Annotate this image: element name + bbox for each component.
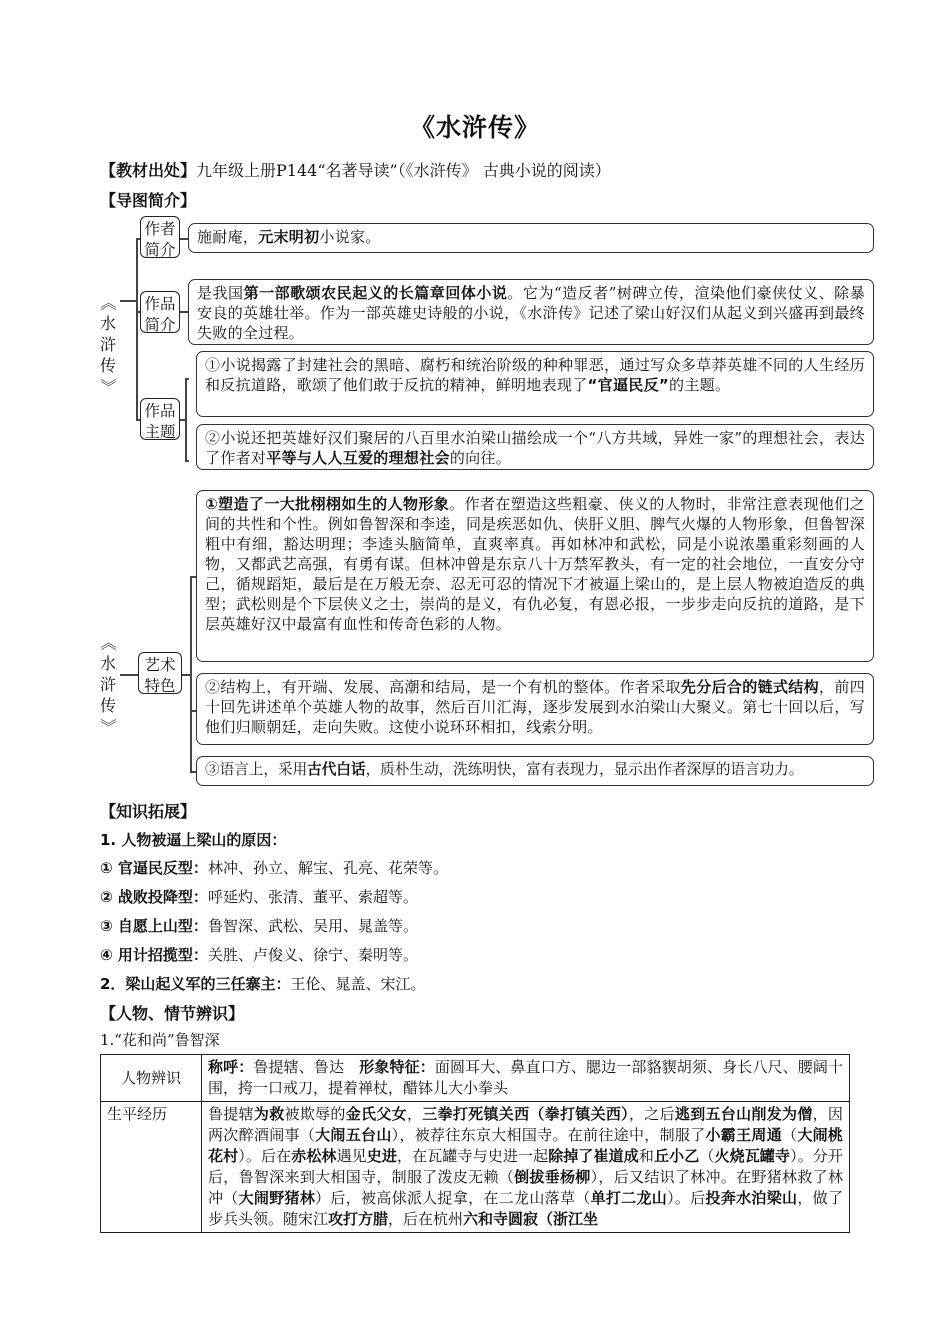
life-highlight: 小霸王周通 xyxy=(705,1126,783,1144)
life-highlight: 金氏父女 xyxy=(345,1105,407,1123)
theme-2-text: ②小说还把英雄好汉们聚居的八百里水泊梁山描绘成一个“八方共域，异姓一家”的理想社会，表达了作者对 xyxy=(205,429,865,467)
root-label-novel xyxy=(97,292,119,397)
theme-content-2 xyxy=(196,424,874,470)
row-content-life xyxy=(202,1102,850,1233)
life-highlight: 投奔水泊梁山 xyxy=(705,1189,798,1207)
art-content-3 xyxy=(196,756,874,786)
item-label: ③ 自愿上山型： xyxy=(100,917,208,935)
life-text: （ xyxy=(782,1126,798,1144)
connector xyxy=(180,311,188,313)
root-label-novel-2 xyxy=(97,632,119,737)
item-text: 关胜、卢俊义、徐宁、秦明等。 xyxy=(207,946,418,964)
connector xyxy=(120,674,138,676)
character-table xyxy=(100,1054,850,1233)
vertical-char: 》 xyxy=(98,378,118,395)
connector xyxy=(136,238,138,419)
vertical-char: 》 xyxy=(98,718,118,735)
art-1-text: 。作者在塑造这些粗豪、侠义的人物时，非常注意表现他们之间的共性和个性。例如鲁智深和李逵，同是疾恶如仇、侠肝义胆、脾气火爆的人物形象，但鲁智深粗中有细，豁达明理；李逵头脑简单，直爽率真。再如林冲和武松，同是小说浓墨重彩刻画的人物，又都武艺高强，有勇有谋。但林冲曾是东京八十万禁军教头，有一定的社会地位，一直安分守己，循规蹈矩，最后是在万般无奈、忍无可忍的情况下才被逼上梁山的，是上层人物被迫造反的典型；武松则是个下层侠义之士，崇尚的是义，有仇必复，有恩必报，一步步走向反抗的道路，是下层英雄好汉中最富有血性和传奇色彩的人物。 xyxy=(205,495,865,633)
item-title: 1.“花和尚”鲁智深 xyxy=(100,1031,220,1049)
vertical-char: 浒 xyxy=(99,675,116,694)
row-content-identify xyxy=(202,1055,850,1102)
question-2-text: 王伦、晁盖、宋江。 xyxy=(290,975,426,993)
author-text-end: 小说家。 xyxy=(319,228,381,246)
life-highlight: 六和寺圆寂（浙江坐 xyxy=(463,1210,599,1228)
vertical-char: 浒 xyxy=(99,335,116,354)
table-row xyxy=(101,1055,850,1102)
theme-1-highlight: “官逼民反” xyxy=(587,376,670,394)
art-3-text: ③语言上，采用 xyxy=(205,761,308,778)
theme-1-text: ①小说揭露了封建社会的黑暗、腐朽和统治阶级的种种罪恶，通过写众多草莽英雄不同的人生经历和反抗道路，歌颂了他们敢于反抗的精神，鲜明地表现了 xyxy=(205,356,865,394)
life-text: ，后在杭州 xyxy=(388,1210,464,1228)
life-highlight: 大闹桃花村 xyxy=(208,1126,843,1165)
vertical-char: 传 xyxy=(99,696,116,715)
life-text: ），后又结识了林冲。在野猪林救了林冲（ xyxy=(208,1168,843,1207)
life-text: ，之后 xyxy=(629,1105,675,1123)
row-label-identify: 人物辨识 xyxy=(101,1055,202,1102)
label-art: 艺术特色 xyxy=(138,652,182,694)
life-text: ， xyxy=(406,1105,423,1123)
life-text: ）。后 xyxy=(667,1189,706,1207)
textbook-source xyxy=(100,158,611,181)
label-theme: 作品主题 xyxy=(140,398,180,440)
life-text: （ xyxy=(699,1147,715,1165)
art-2-text-end: ，前四十回先讲述单个英雄人物的故事，然后百川汇海，逐步发展到水泊梁山大聚义。第七十回以后，写他们归顺朝廷，走向失败。这使小说环环相扣，线索分明。 xyxy=(205,678,865,736)
source-label: 【教材出处】 xyxy=(100,161,197,180)
page-title: 《水浒传》 xyxy=(409,113,540,142)
item-label: ② 战败投降型： xyxy=(100,888,208,906)
art-content-2 xyxy=(196,673,874,745)
vertical-char: 水 xyxy=(99,654,116,673)
life-text: ）。后在 xyxy=(238,1147,292,1165)
knowledge-question-1 xyxy=(100,829,286,850)
life-highlight: 攻打方腊 xyxy=(328,1210,389,1228)
art-1-highlight: ①塑造了一大批栩栩如生的人物形象 xyxy=(205,495,450,513)
vertical-char: 水 xyxy=(99,314,116,333)
vertical-char: 《 xyxy=(98,634,118,651)
alias-text: 鲁提辖、鲁达 xyxy=(253,1058,360,1076)
author-era: 元末明初 xyxy=(258,228,320,246)
life-text: 鲁提辖 xyxy=(208,1105,254,1123)
knowledge-question-2 xyxy=(100,973,425,994)
source-text: 九年级上册P144“名著导读”（《水浒传》 古典小说的阅读） xyxy=(196,161,611,180)
life-highlight: 大闹野猪林 xyxy=(238,1189,316,1207)
question-1-text: 1. 人物被逼上梁山的原因： xyxy=(100,831,287,849)
life-text: 和 xyxy=(638,1147,655,1165)
work-highlight: 第一部歌颂农民起义的长篇章回体小说 xyxy=(243,284,508,302)
life-highlight: 为救 xyxy=(253,1105,285,1123)
alias-label: 称呼： xyxy=(208,1058,254,1076)
work-text-end: 。它为“造反者”树碑立传，渲染他们豪侠仗义、除暴安良的英雄壮举。作为一部英雄史诗般的小说，《水浒传》记述了梁山好汉们从起义到兴盛再到最终失败的全过程。 xyxy=(197,284,865,342)
life-text: ）。分开后，鲁智深来到大相国寺，制服了泼皮无赖（ xyxy=(208,1147,843,1186)
art-2-text: ②结构上，有开端、发展、高潮和结局，是一个有机的整体。作者采取 xyxy=(205,678,681,696)
knowledge-item xyxy=(100,857,448,878)
life-highlight: 史进 xyxy=(366,1147,398,1165)
author-text: 施耐庵， xyxy=(197,228,259,246)
connector xyxy=(185,378,187,461)
connector xyxy=(120,300,136,302)
item-text: 呼延灼、张清、董平、索超等。 xyxy=(207,888,418,906)
item-label: ① 官逼民反型： xyxy=(100,859,208,877)
vertical-char: 传 xyxy=(99,356,116,375)
life-text: ）后，被高俅派人捉拿，在二龙山落草（ xyxy=(315,1189,591,1207)
root-label-text xyxy=(97,292,119,397)
label-author: 作者简介 xyxy=(140,216,180,258)
life-highlight: 除掉了崔道成 xyxy=(548,1147,639,1165)
row-label-life: 生平经历 xyxy=(101,1102,202,1233)
people-heading: 【人物、情节辨识】 xyxy=(100,1004,245,1023)
item-text: 鲁智深、武松、吴用、晁盖等。 xyxy=(207,917,418,935)
root-label-text-2 xyxy=(97,632,119,737)
life-text: ，做了步兵头领。随宋江 xyxy=(208,1189,843,1228)
appearance-label: 形象特征： xyxy=(359,1058,435,1076)
table-row xyxy=(101,1102,850,1233)
connector xyxy=(185,460,189,462)
theme-content-1 xyxy=(196,351,874,417)
life-text: ，在瓦罐寺与史进一起 xyxy=(397,1147,549,1165)
life-text: 遇见 xyxy=(336,1147,367,1165)
item-label: ④ 用计招揽型： xyxy=(100,946,208,964)
question-2-label: 2．梁山起义军的三任寨主： xyxy=(100,975,291,993)
knowledge-item xyxy=(100,915,418,936)
item-text: 林冲、孙立、解宝、孔亮、花荣等。 xyxy=(207,859,448,877)
guide-heading: 【导图简介】 xyxy=(100,191,197,210)
life-highlight: 丘小乙 xyxy=(654,1147,700,1165)
theme-2-highlight: 平等与人人互爱的理想社会 xyxy=(266,449,450,467)
life-highlight: 逃到五台山削发为僧 xyxy=(674,1105,813,1123)
theme-1-text-end: 的主题。 xyxy=(669,376,731,394)
art-3-text-end: ，质朴生动，洗练明快，富有表现力，显示出作者深厚的语言功力。 xyxy=(365,761,804,778)
vertical-char: 《 xyxy=(98,294,118,311)
life-highlight: 三拳打死镇关西（拳打镇关西） xyxy=(422,1105,629,1123)
art-2-highlight: 先分后合的链式结构 xyxy=(680,678,819,696)
theme-2-text-end: 的向往。 xyxy=(449,449,512,467)
connector xyxy=(190,576,192,772)
work-content xyxy=(188,279,874,345)
appearance-text: 面圆耳大、鼻直口方、腮边一部貉䝟胡须、身长八尺、腰阔十围，挎一口戒刀，提着禅杖，醋钵儿大小拳头 xyxy=(208,1058,843,1097)
life-highlight: 大闹五台山 xyxy=(315,1126,392,1144)
life-highlight: 倒拔垂杨柳 xyxy=(514,1168,591,1186)
connector xyxy=(180,238,188,240)
art-content-1 xyxy=(196,490,874,662)
author-content xyxy=(188,223,874,253)
art-3-highlight: 古代白话 xyxy=(307,761,366,778)
life-highlight: 火烧瓦罐寺 xyxy=(714,1147,791,1165)
work-text: 是我国 xyxy=(197,284,244,302)
label-work: 作品简介 xyxy=(140,291,180,333)
knowledge-item xyxy=(100,886,418,907)
life-highlight: 赤松林 xyxy=(291,1147,337,1165)
knowledge-item xyxy=(100,944,418,965)
connector xyxy=(182,674,190,676)
life-highlight: 单打二龙山 xyxy=(590,1189,668,1207)
life-text: ），被荐往东京大相国寺。在前往途中，制服了 xyxy=(391,1126,706,1144)
life-text: ，因两次醉酒闹事（ xyxy=(208,1105,843,1144)
life-text: 被欺辱的 xyxy=(284,1105,346,1123)
knowledge-heading: 【知识拓展】 xyxy=(100,802,197,821)
connector xyxy=(185,378,189,380)
